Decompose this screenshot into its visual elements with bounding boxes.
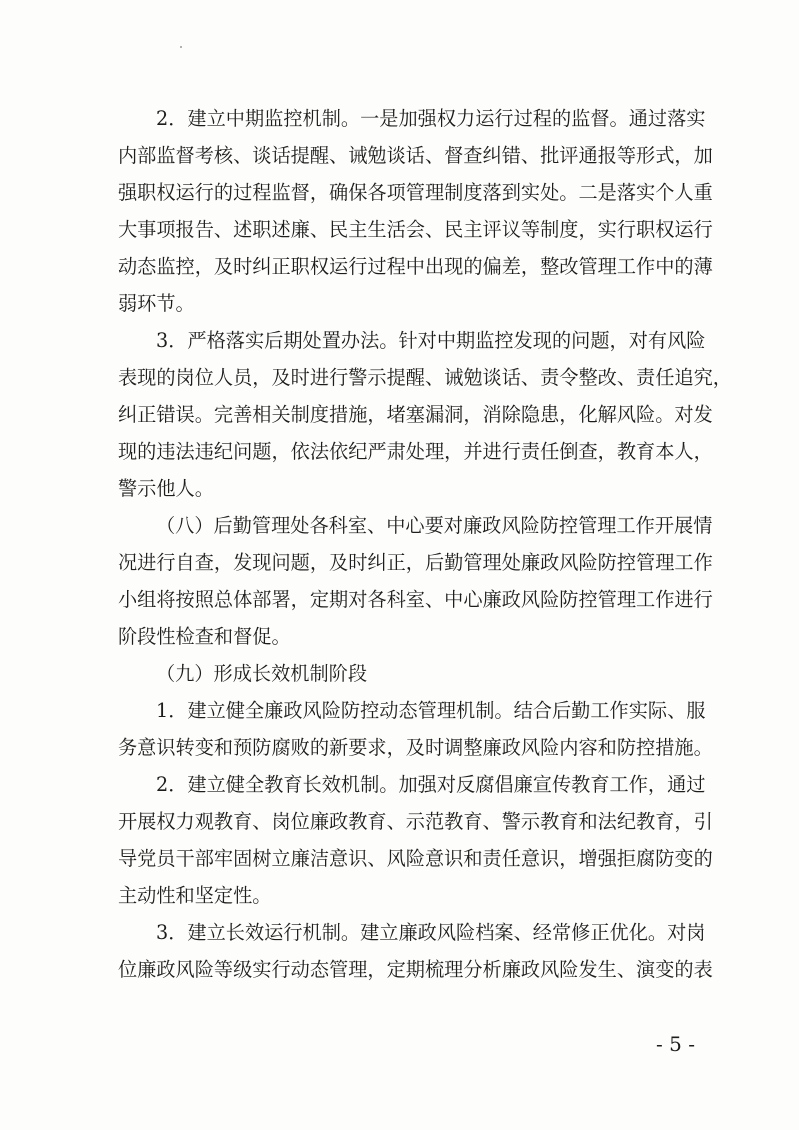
text-line: 强职权运行的过程监督，确保各项管理制度落到实处。二是落实个人重	[118, 181, 713, 204]
text-line: 小组将按照总体部署，定期对各科室、中心廉政风险防控管理工作进行	[118, 588, 713, 611]
text-line: 况进行自查，发现问题，及时纠正，后勤管理处廉政风险防控管理工作	[118, 551, 713, 574]
page-number: - 5 -	[656, 1032, 695, 1056]
text-line: 3．严格落实后期处置办法。针对中期监控发现的问题，对有风险	[156, 329, 706, 352]
text-line: 弱环节。	[118, 292, 195, 315]
text-line: 纠正错误。完善相关制度措施，堵塞漏洞，消除隐患，化解风险。对发	[118, 403, 713, 426]
text-line: 阶段性检查和督促。	[118, 625, 291, 648]
paragraph-p3	[118, 507, 713, 655]
paragraph-p1	[118, 100, 713, 322]
paragraph-p2	[118, 322, 732, 507]
text-line: 内部监督考核、谈话提醒、诫勉谈话、督查纠错、批评通报等形式，加	[118, 144, 713, 167]
text-line: 位廉政风险等级实行动态管理，定期梳理分析廉政风险发生、演变的表	[118, 958, 713, 981]
paragraph-p4	[118, 655, 700, 692]
text-line: 大事项报告、述职述廉、民主生活会、民主评议等制度，实行职权运行	[118, 218, 713, 241]
document-body	[118, 100, 732, 988]
text-line: 1．建立健全廉政风险防控动态管理机制。结合后勤工作实际、服	[156, 699, 706, 722]
text-line: 务意识转变和预防腐败的新要求，及时调整廉政风险内容和防控措施。	[118, 736, 713, 759]
text-line: 导党员干部牢固树立廉洁意识、风险意识和责任意识，增强拒腐防变的	[118, 847, 713, 870]
paragraph-p5	[118, 692, 713, 766]
text-line: 3．建立长效运行机制。建立廉政风险档案、经常修正优化。对岗	[156, 921, 706, 944]
text-line: 2．建立中期监控机制。一是加强权力运行过程的监督。通过落实	[156, 107, 706, 130]
text-line: 警示他人。	[118, 477, 214, 500]
text-line: 表现的岗位人员，及时进行警示提醒、诫勉谈话、责令整改、责任追究，	[118, 366, 732, 389]
text-line: 2．建立健全教育长效机制。加强对反腐倡廉宣传教育工作，通过	[156, 773, 706, 796]
scan-speck	[180, 46, 182, 48]
text-line: （八）后勤管理处各科室、中心要对廉政风险防控管理工作开展情	[156, 514, 713, 537]
text-line: 主动性和坚定性。	[118, 884, 272, 907]
text-line: 现的违法违纪问题，依法依纪严肃处理，并进行责任倒查，教育本人，	[118, 440, 713, 463]
text-line: 开展权力观教育、岗位廉政教育、示范教育、警示教育和法纪教育，引	[118, 810, 713, 833]
text-line: （九）形成长效机制阶段	[156, 662, 368, 685]
paragraph-p7	[118, 914, 713, 988]
paragraph-p6	[118, 766, 713, 914]
text-line: 动态监控，及时纠正职权运行过程中出现的偏差，整改管理工作中的薄	[118, 255, 713, 278]
